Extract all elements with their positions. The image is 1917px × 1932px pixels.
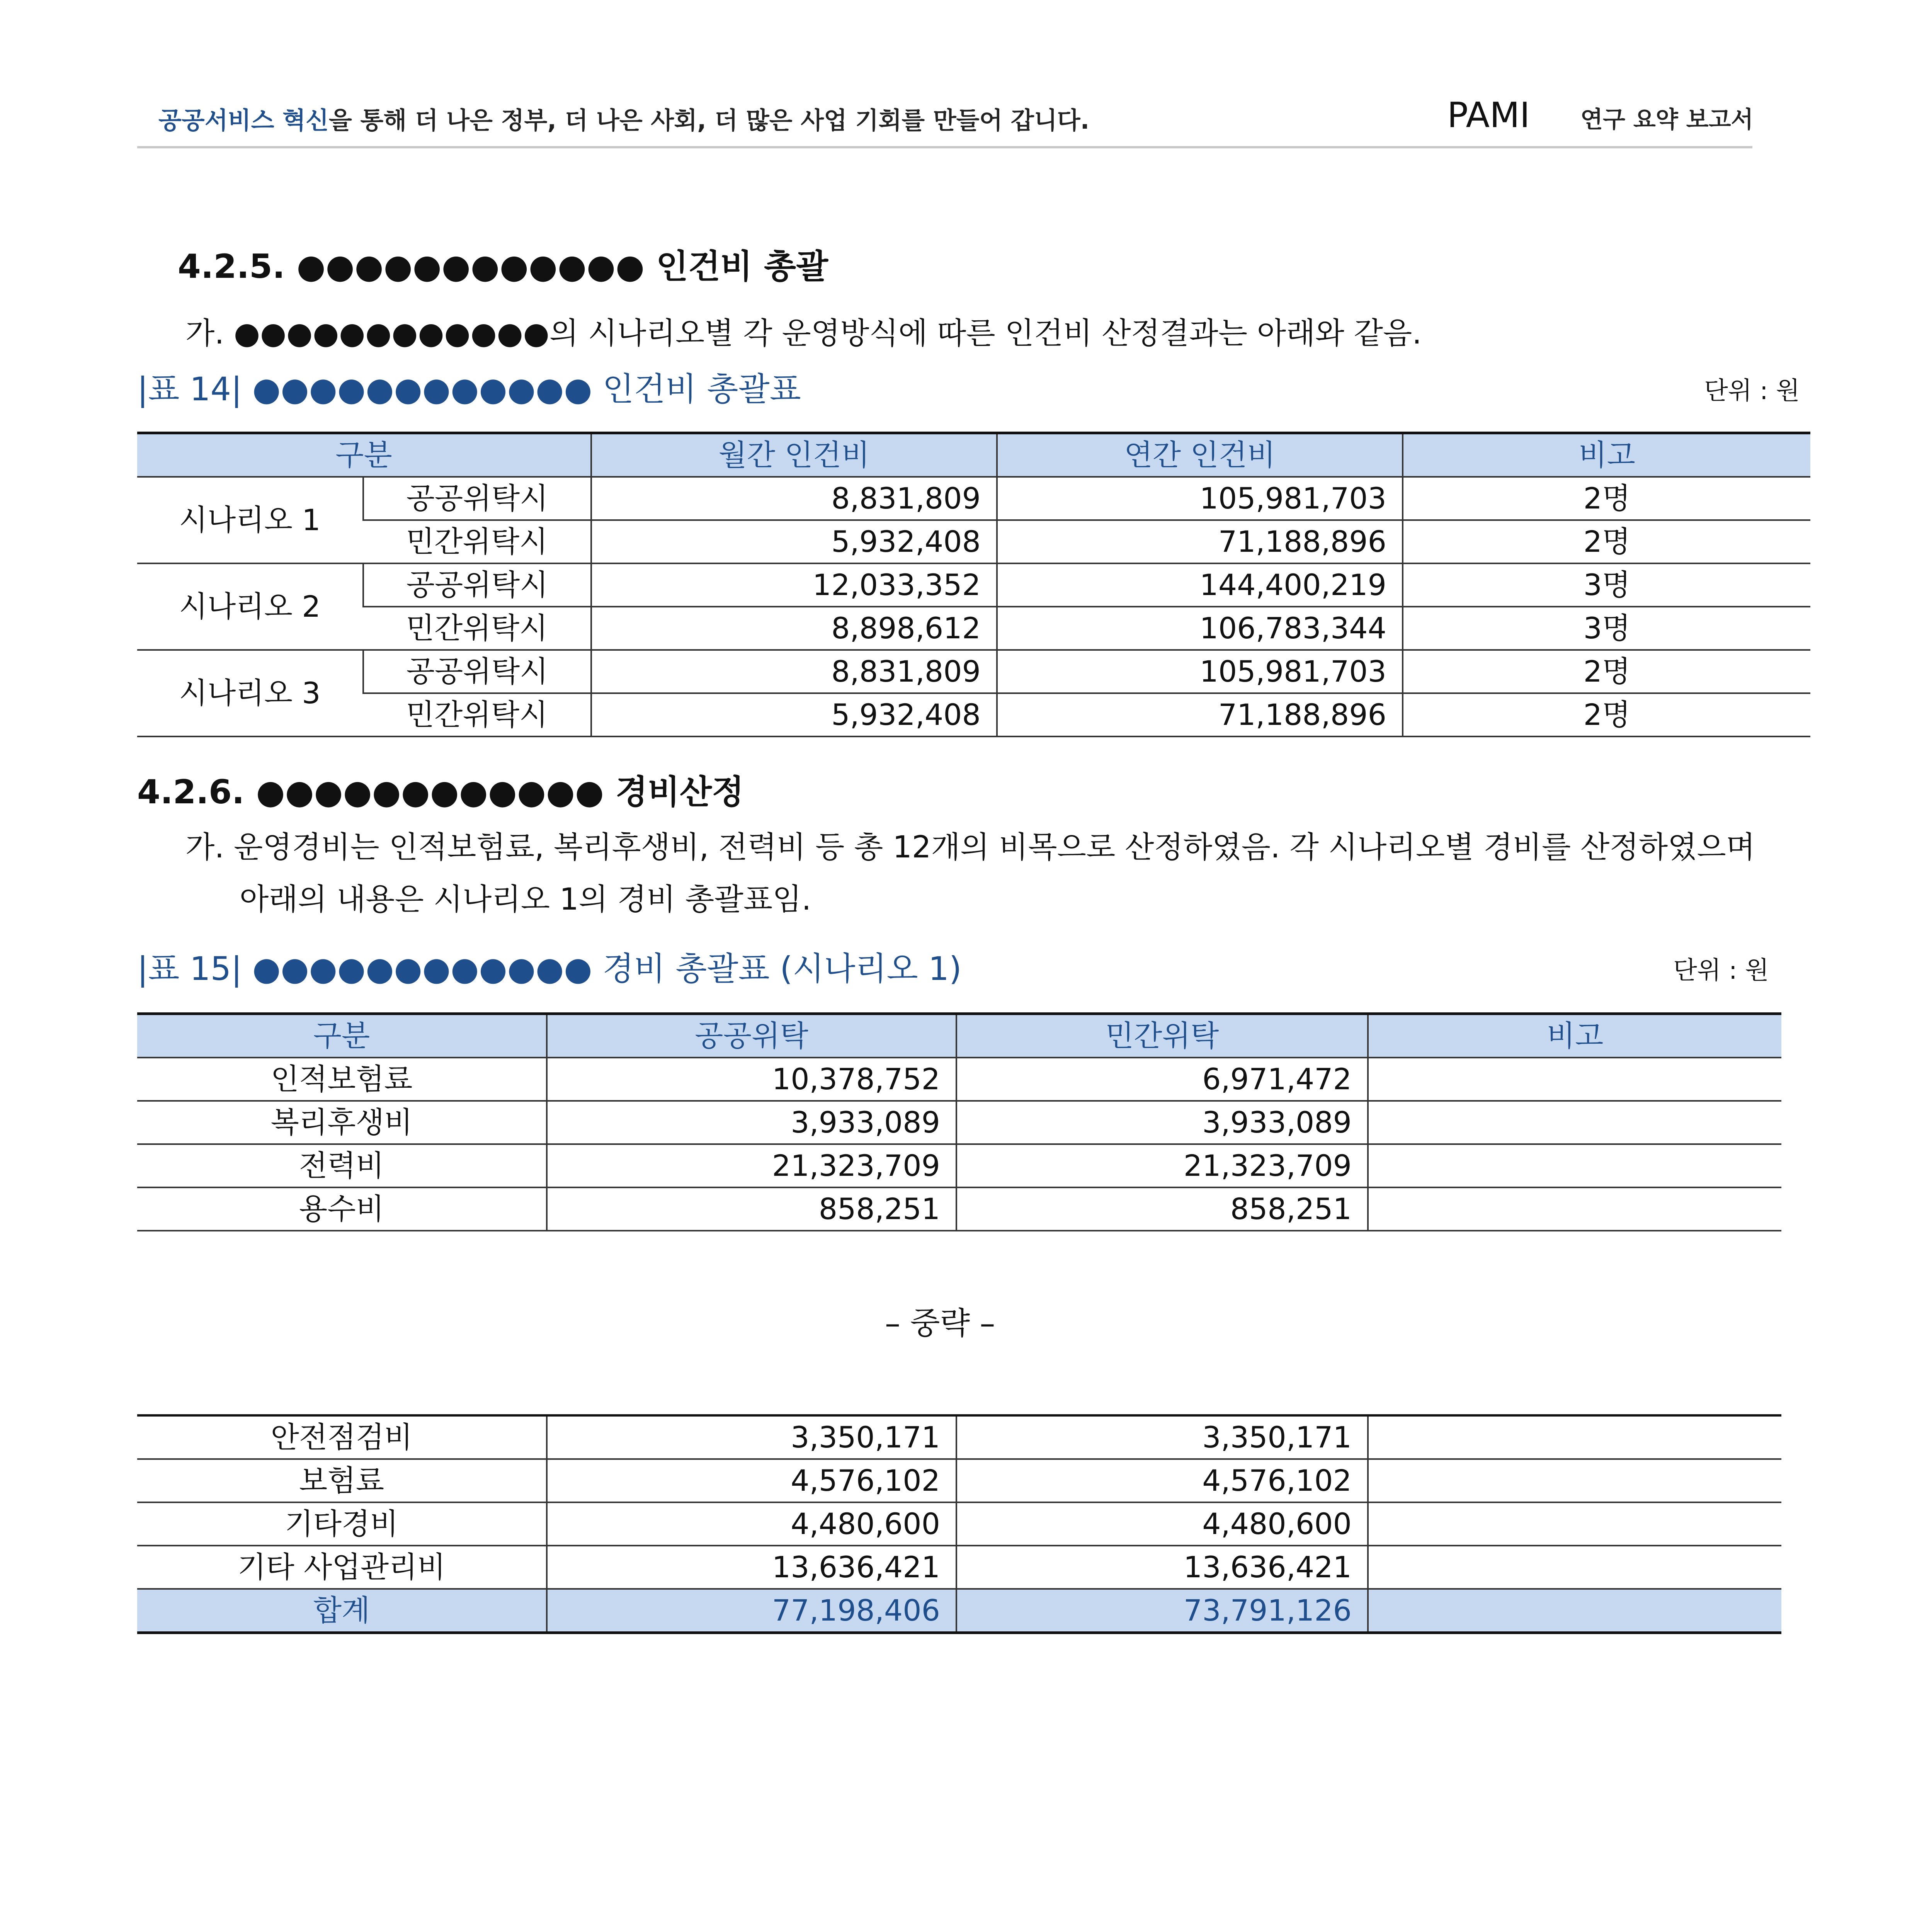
expense-note <box>1368 1058 1781 1101</box>
total-public-cost: 77,198,406 <box>547 1589 956 1633</box>
table-row <box>137 607 1810 650</box>
table-row <box>137 1546 1781 1589</box>
headcount-note: 3명 <box>1403 607 1810 650</box>
operation-type: 공공위탁시 <box>363 563 591 607</box>
table-row <box>137 1459 1781 1502</box>
table-row <box>137 1502 1781 1546</box>
section-426-paragraph-line2: 아래의 내용은 시나리오 1의 경비 총괄표임. <box>240 882 811 917</box>
expense-note <box>1368 1546 1781 1589</box>
section-425-paragraph: 가. ●●●●●●●●●●●●의 시나리오별 각 운영방식에 따른 인건비 산정결과는 아래와 같음. <box>185 316 1422 351</box>
private-cost: 4,480,600 <box>956 1502 1368 1546</box>
public-cost: 3,933,089 <box>547 1101 956 1144</box>
omitted-marker: – 중략 – <box>885 1305 995 1341</box>
headcount-note: 2명 <box>1403 477 1810 520</box>
operation-type: 민간위탁시 <box>363 607 591 650</box>
header-slogan <box>158 101 1089 136</box>
scenario-label: 시나리오 2 <box>137 563 363 650</box>
expense-note <box>1368 1502 1781 1546</box>
header-slogan-accent: 공공서비스 혁신 <box>158 106 329 134</box>
expense-note <box>1368 1144 1781 1187</box>
table-row <box>137 1415 1781 1459</box>
expense-item: 전력비 <box>137 1144 547 1187</box>
annual-cost: 106,783,344 <box>997 607 1403 650</box>
headcount-note: 2명 <box>1403 693 1810 736</box>
table-14-header-note: 비고 <box>1403 433 1810 477</box>
private-cost: 13,636,421 <box>956 1546 1368 1589</box>
monthly-cost: 8,898,612 <box>591 607 997 650</box>
table-14-header-category: 구분 <box>137 433 591 477</box>
monthly-cost: 12,033,352 <box>591 563 997 607</box>
annual-cost: 105,981,703 <box>997 650 1403 693</box>
table-14-header-row <box>137 433 1810 477</box>
table-14-header-annual: 연간 인건비 <box>997 433 1403 477</box>
table-15-caption: |표 15| ●●●●●●●●●●●● 경비 총괄표 (시나리오 1) <box>137 950 962 988</box>
public-cost: 3,350,171 <box>547 1415 956 1459</box>
private-cost: 4,576,102 <box>956 1459 1368 1502</box>
public-cost: 21,323,709 <box>547 1144 956 1187</box>
scenario-label: 시나리오 1 <box>137 477 363 563</box>
table-row <box>137 477 1810 520</box>
table-15-header-category: 구분 <box>137 1014 547 1058</box>
public-cost: 858,251 <box>547 1187 956 1231</box>
private-cost: 21,323,709 <box>956 1144 1368 1187</box>
public-cost: 4,480,600 <box>547 1502 956 1546</box>
expense-item: 기타 사업관리비 <box>137 1546 547 1589</box>
public-cost: 4,576,102 <box>547 1459 956 1502</box>
table-14-header-monthly: 월간 인건비 <box>591 433 997 477</box>
table-15-bottom <box>137 1414 1781 1634</box>
header-report-type: 연구 요약 보고서 <box>1580 106 1754 133</box>
monthly-cost: 5,932,408 <box>591 520 997 563</box>
public-cost: 13,636,421 <box>547 1546 956 1589</box>
table-15-header-private: 민간위탁 <box>956 1014 1368 1058</box>
annual-cost: 105,981,703 <box>997 477 1403 520</box>
private-cost: 3,933,089 <box>956 1101 1368 1144</box>
table-total-row <box>137 1589 1781 1633</box>
expense-item: 보험료 <box>137 1459 547 1502</box>
table-15-header-public: 공공위탁 <box>547 1014 956 1058</box>
annual-cost: 71,188,896 <box>997 693 1403 736</box>
section-426-heading: 4.2.6. ●●●●●●●●●●●● 경비산정 <box>137 773 744 811</box>
expense-note <box>1368 1459 1781 1502</box>
table-14-unit: 단위 : 원 <box>1704 377 1800 405</box>
table-14-caption: |표 14| ●●●●●●●●●●●● 인건비 총괄표 <box>137 370 801 408</box>
operation-type: 민간위탁시 <box>363 520 591 563</box>
table-15-unit: 단위 : 원 <box>1673 956 1769 985</box>
total-label: 합계 <box>137 1589 547 1633</box>
expense-note <box>1368 1415 1781 1459</box>
table-row <box>137 1058 1781 1101</box>
table-15-top <box>137 1012 1781 1231</box>
table-row <box>137 520 1810 563</box>
scenario-label: 시나리오 3 <box>137 650 363 736</box>
expense-item: 안전점검비 <box>137 1415 547 1459</box>
table-row <box>137 563 1810 607</box>
private-cost: 6,971,472 <box>956 1058 1368 1101</box>
monthly-cost: 5,932,408 <box>591 693 997 736</box>
operation-type: 민간위탁시 <box>363 693 591 736</box>
headcount-note: 2명 <box>1403 650 1810 693</box>
private-cost: 3,350,171 <box>956 1415 1368 1459</box>
operation-type: 공공위탁시 <box>363 477 591 520</box>
expense-item: 용수비 <box>137 1187 547 1231</box>
expense-item: 복리후생비 <box>137 1101 547 1144</box>
annual-cost: 71,188,896 <box>997 520 1403 563</box>
expense-item: 인적보험료 <box>137 1058 547 1101</box>
section-426-paragraph-line1: 가. 운영경비는 인적보험료, 복리후생비, 전력비 등 총 12개의 비목으로 산정하였음. 각 시나리오별 경비를 산정하였으며 <box>185 830 1755 865</box>
annual-cost: 144,400,219 <box>997 563 1403 607</box>
table-row <box>137 693 1810 736</box>
table-15-header-note: 비고 <box>1368 1014 1781 1058</box>
section-425-heading: 4.2.5. ●●●●●●●●●●●● 인건비 총괄 <box>178 247 828 286</box>
monthly-cost: 8,831,809 <box>591 477 997 520</box>
table-14 <box>137 432 1810 737</box>
header-slogan-rest: 을 통해 더 나은 정부, 더 나은 사회, 더 많은 사업 기회를 만들어 갑니다. <box>328 106 1090 134</box>
total-private-cost: 73,791,126 <box>956 1589 1368 1633</box>
headcount-note: 2명 <box>1403 520 1810 563</box>
monthly-cost: 8,831,809 <box>591 650 997 693</box>
operation-type: 공공위탁시 <box>363 650 591 693</box>
expense-item: 기타경비 <box>137 1502 547 1546</box>
expense-note <box>1368 1187 1781 1231</box>
headcount-note: 3명 <box>1403 563 1810 607</box>
private-cost: 858,251 <box>956 1187 1368 1231</box>
table-row <box>137 1187 1781 1231</box>
table-row <box>137 1144 1781 1187</box>
total-note <box>1368 1589 1781 1633</box>
table-15-header-row <box>137 1014 1781 1058</box>
table-row <box>137 1101 1781 1144</box>
header-brand: PAMI <box>1447 95 1530 136</box>
header-divider <box>137 146 1752 148</box>
table-row <box>137 650 1810 693</box>
expense-note <box>1368 1101 1781 1144</box>
public-cost: 10,378,752 <box>547 1058 956 1101</box>
